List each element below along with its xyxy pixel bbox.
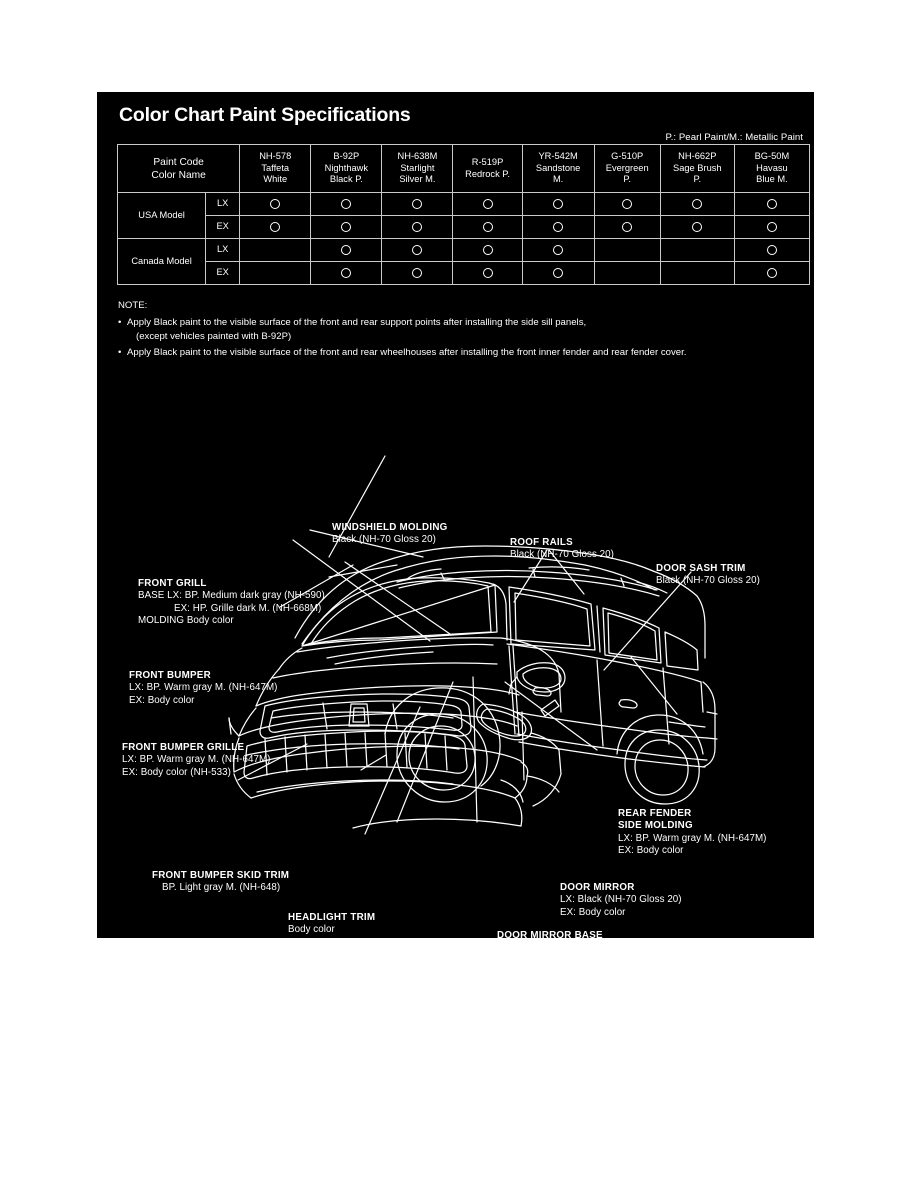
- callout-door-sash-trim: [656, 563, 760, 588]
- callout-rear-fender-side-molding-line2: EX: Body color: [618, 844, 684, 856]
- availability-cell-empty: [240, 239, 311, 262]
- table-row: [118, 216, 810, 239]
- paint-name-6-line2: P.: [693, 174, 702, 185]
- table-header: [118, 145, 810, 193]
- availability-circle-icon: [483, 222, 493, 232]
- availability-circle-icon: [553, 222, 563, 232]
- table-row: [118, 262, 810, 285]
- callout-a-pillar-corner-trim-line1: Black (NH-70 Gloss 20): [366, 979, 470, 991]
- availability-circle-icon: [483, 199, 493, 209]
- paint-name-3-line1: Redrock P.: [465, 168, 510, 179]
- vehicle-illustration-area: [97, 382, 814, 991]
- callout-front-bumper-grille-title: FRONT BUMPER GRILLE: [122, 742, 245, 753]
- availability-cell-available: [522, 216, 594, 239]
- callout-windshield-molding-title: WINDSHIELD MOLDING: [332, 522, 448, 533]
- note-bullet-0: •: [118, 316, 122, 328]
- notes-block: [118, 299, 798, 361]
- availability-circle-icon: [412, 222, 422, 232]
- callout-roof-rails: [510, 537, 614, 562]
- availability-circle-icon: [767, 245, 777, 255]
- availability-cell-available: [311, 239, 382, 262]
- availability-cell-empty: [660, 262, 734, 285]
- paint-name-2-line1: Starlight: [400, 162, 435, 173]
- callout-front-grill-line2: EX: HP. Grille dark M. (NH-668M): [174, 602, 322, 614]
- callout-rear-fender-side-molding-line1: LX: BP. Warm gray M. (NH-647M): [618, 832, 767, 844]
- availability-circle-icon: [483, 268, 493, 278]
- model-name-cell: Canada Model: [118, 239, 206, 285]
- availability-cell-available: [453, 262, 522, 285]
- paint-name-7-line2: Blue M.: [756, 174, 788, 185]
- paint-name-2-line2: Silver M.: [399, 174, 436, 185]
- availability-cell-available: [594, 193, 660, 216]
- callout-roof-rails-line1: Black (NH-70 Gloss 20): [510, 549, 614, 561]
- availability-circle-icon: [553, 268, 563, 278]
- callout-front-bumper-grille-line2: EX: Body color (NH-533): [122, 766, 231, 778]
- availability-circle-icon: [483, 245, 493, 255]
- callout-front-bumper-title: FRONT BUMPER: [129, 670, 211, 681]
- availability-circle-icon: [412, 199, 422, 209]
- paint-name-6-line1: Sage Brush: [673, 162, 722, 173]
- callout-door-mirror-line2: EX: Body color: [560, 906, 626, 918]
- note-1-line1: Apply Black paint to the visible surface of the front and rear wheelhouses after installing the front inner fender and rear fender cover.: [127, 346, 687, 358]
- availability-cell-available: [382, 216, 453, 239]
- availability-circle-icon: [270, 222, 280, 232]
- callout-door-sash-trim-line1: Black (NH-70 Gloss 20): [656, 575, 760, 587]
- availability-cell-empty: [594, 262, 660, 285]
- callout-headlight-trim-line1: Body color: [288, 924, 335, 936]
- availability-cell-available: [382, 239, 453, 262]
- availability-cell-available: [594, 216, 660, 239]
- paint-code-6: NH-662P: [678, 151, 717, 162]
- availability-cell-available: [522, 193, 594, 216]
- callout-windshield-molding: [332, 522, 448, 547]
- availability-cell-available: [240, 193, 311, 216]
- paint-name-1-line2: Black P.: [329, 174, 363, 185]
- availability-cell-available: [311, 216, 382, 239]
- model-name-cell: USA Model: [118, 193, 206, 239]
- callout-front-bumper: [129, 670, 277, 707]
- availability-cell-available: [522, 262, 594, 285]
- callout-front-grill-line1: BASE LX: BP. Medium dark gray (NH-590): [138, 590, 325, 602]
- callout-front-bumper-skid-trim-line1: BP. Light gray M. (NH-648): [162, 882, 281, 894]
- callout-door-mirror-base-line1: Black (NH-70 Gloss 20): [497, 942, 601, 954]
- callout-headlight-trim: [288, 912, 375, 937]
- availability-circle-icon: [412, 268, 422, 278]
- availability-circle-icon: [270, 199, 280, 209]
- availability-circle-icon: [622, 222, 632, 232]
- availability-circle-icon: [553, 199, 563, 209]
- callout-front-bumper-skid-trim-title: FRONT BUMPER SKID TRIM: [152, 870, 290, 881]
- availability-circle-icon: [341, 268, 351, 278]
- trim-level-cell: LX: [206, 193, 240, 216]
- note-item-1: [118, 346, 798, 361]
- trim-level-cell: EX: [206, 262, 240, 285]
- note-0-line2: (except vehicles painted with B-92P): [136, 331, 292, 342]
- paint-code-3: R-519P: [471, 157, 504, 168]
- table-row: [118, 193, 810, 216]
- table-body: [118, 193, 810, 285]
- column-header-4: [522, 145, 594, 193]
- availability-circle-icon: [767, 268, 777, 278]
- paint-name-0-line2: White: [263, 174, 288, 185]
- paint-code-7: BG-50M: [754, 151, 790, 162]
- availability-circle-icon: [692, 199, 702, 209]
- table-row: [118, 239, 810, 262]
- notes-list: [118, 316, 798, 361]
- availability-circle-icon: [412, 245, 422, 255]
- availability-cell-available: [660, 193, 734, 216]
- paint-name-7-line1: Havasu: [756, 162, 788, 173]
- document-panel: [97, 92, 814, 991]
- paint-code-2: NH-638M: [397, 151, 438, 162]
- paint-spec-table: [117, 144, 810, 285]
- callout-door-mirror-line1: LX: Black (NH-70 Gloss 20): [560, 894, 682, 906]
- column-header-1: [311, 145, 382, 193]
- availability-cell-available: [734, 193, 809, 216]
- callout-front-grill: [138, 578, 325, 627]
- paint-name-4-line2: M.: [552, 174, 564, 185]
- column-header-6: [660, 145, 734, 193]
- availability-circle-icon: [622, 199, 632, 209]
- header-paint-code-color-name: [118, 145, 240, 193]
- column-header-7: [734, 145, 809, 193]
- paint-code-4: YR-542M: [538, 151, 578, 162]
- callout-door-mirror-base: [497, 930, 603, 955]
- header-paint-code-line1: Paint Code: [153, 156, 204, 168]
- availability-circle-icon: [767, 199, 777, 209]
- header-color-name-line2: Color Name: [151, 169, 206, 181]
- column-header-5: [594, 145, 660, 193]
- availability-cell-available: [734, 262, 809, 285]
- callout-front-bumper-line2: EX: Body color: [129, 694, 195, 706]
- paint-name-5-line1: Evergreen: [605, 162, 649, 173]
- callout-windshield-molding-line1: Black (NH-70 Gloss 20): [332, 534, 436, 546]
- note-bullet-1: •: [118, 346, 122, 358]
- callout-roof-rails-title: ROOF RAILS: [510, 537, 573, 548]
- paint-code-1: B-92P: [333, 151, 360, 162]
- callout-a-pillar-corner-trim-title: A-PILLAR CORNER TRIM: [360, 967, 483, 978]
- callout-rear-fender-side-molding: [618, 808, 766, 857]
- availability-cell-available: [453, 239, 522, 262]
- availability-cell-empty: [240, 262, 311, 285]
- callout-front-grill-line3: MOLDING Body color: [138, 614, 234, 626]
- callout-front-bumper-skid-trim: [152, 870, 289, 895]
- availability-circle-icon: [553, 245, 563, 255]
- callout-door-mirror-title: DOOR MIRROR: [560, 882, 635, 893]
- paint-code-5: G-510P: [611, 151, 644, 162]
- availability-cell-empty: [594, 239, 660, 262]
- paint-code-0: NH-578: [259, 151, 292, 162]
- paint-name-1-line1: Nighthawk: [324, 162, 369, 173]
- callout-front-bumper-grille-line1: LX: BP. Warm gray M. (NH-647M): [122, 754, 271, 766]
- availability-cell-available: [734, 216, 809, 239]
- availability-circle-icon: [341, 199, 351, 209]
- callout-headlight-trim-title: HEADLIGHT TRIM: [288, 912, 376, 923]
- availability-cell-available: [311, 193, 382, 216]
- availability-cell-available: [522, 239, 594, 262]
- availability-cell-empty: [660, 239, 734, 262]
- trim-level-cell: LX: [206, 239, 240, 262]
- availability-cell-available: [453, 216, 522, 239]
- callout-front-bumper-grille: [122, 742, 270, 779]
- column-header-3: [453, 145, 522, 193]
- availability-circle-icon: [341, 222, 351, 232]
- notes-heading: NOTE:: [118, 300, 148, 311]
- note-item-0: [118, 316, 798, 345]
- paint-name-5-line2: P.: [623, 174, 631, 185]
- availability-circle-icon: [341, 245, 351, 255]
- availability-circle-icon: [767, 222, 777, 232]
- trim-level-cell: EX: [206, 216, 240, 239]
- availability-cell-available: [453, 193, 522, 216]
- callout-door-sash-trim-title: DOOR SASH TRIM: [656, 563, 746, 574]
- callout-door-mirror-base-title: DOOR MIRROR BASE: [497, 930, 603, 941]
- callout-door-mirror: [560, 882, 682, 919]
- page-title: Color Chart Paint Specifications: [119, 104, 411, 126]
- paint-name-4-line1: Sandstone: [535, 162, 581, 173]
- column-header-2: [382, 145, 453, 193]
- availability-cell-available: [734, 239, 809, 262]
- callout-front-bumper-line1: LX: BP. Warm gray M. (NH-647M): [129, 682, 278, 694]
- availability-cell-available: [240, 216, 311, 239]
- paint-legend-note: P.: Pearl Paint/M.: Metallic Paint: [665, 132, 803, 143]
- note-0-line1: Apply Black paint to the visible surface of the front and rear support points after installing the side sill panels,: [127, 316, 587, 328]
- callout-rear-fender-side-molding-title-line2: SIDE MOLDING: [618, 820, 693, 832]
- callout-a-pillar-corner-trim: [360, 967, 483, 992]
- table-header-row: [118, 145, 810, 193]
- availability-cell-available: [660, 216, 734, 239]
- availability-circle-icon: [692, 222, 702, 232]
- callout-front-grill-title: FRONT GRILL: [138, 578, 207, 589]
- column-header-0: [240, 145, 311, 193]
- availability-cell-available: [311, 262, 382, 285]
- paint-name-0-line1: Taffeta: [261, 162, 290, 173]
- callout-rear-fender-side-molding-title-line1: REAR FENDER: [618, 808, 692, 819]
- availability-cell-available: [382, 262, 453, 285]
- paint-spec-table-wrap: [117, 144, 810, 285]
- availability-cell-available: [382, 193, 453, 216]
